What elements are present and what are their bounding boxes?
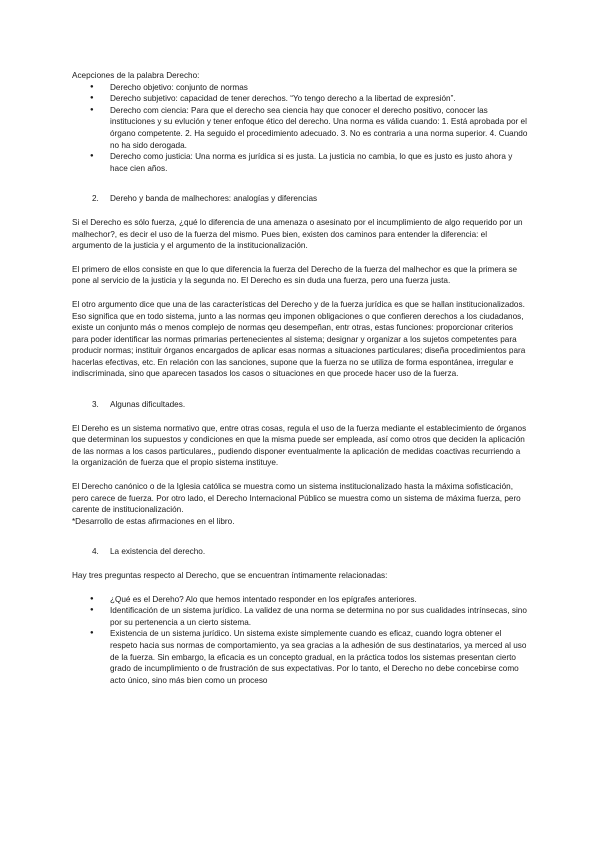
paragraph: El Derecho canónico o de la Iglesia católica se muestra como un sistema institucionalizado hasta la máxima sofisticación, pero carece de fuerza. Por otro lado, el Derecho Internacional Público se muestra como un sistema de máxima fuerza, pero carente de institucionalización. xyxy=(72,482,521,515)
section-number: 4. xyxy=(92,547,99,557)
section-heading xyxy=(72,193,528,205)
note: *Desarrollo de estas afirmaciones en el libro. xyxy=(72,516,235,526)
preguntas-list xyxy=(72,594,528,687)
section-heading xyxy=(72,546,528,558)
paragraph: El otro argumento dice que una de las características del Derecho y de la fuerza jurídica es que se hallan institucionalizados. Eso significa que en todo sistema, junto a las normas qeu imponen obligaciones o que confieren derechos a los ciudadanos, existe un conjunto más o menos complejo de normas qeu desempeñan, entr otras, estas funciones: proporcionar criterios para poder identificar las normas primarias pertenecientes al sistema; designar y organizar a los sujetos competentes para producir normas; instituir órganos encargados de aplicar esas normas a situaciones particulares; diseña procedimientos para hacerlas efectivas, etc. En relación con las sanciones, supone que la fuerza no se utiliza de forma espontánea, irregular e indiscriminada, sino que aparecen tasados los casos o situaciones en que procede hacer uso de la fuerza. xyxy=(72,299,526,379)
list-item: ● Derecho como justicia: Una norma es jurídica si es justa. La justicia no cambia, lo que es justo es justo ahora y hace cien años. xyxy=(72,151,528,174)
section-title: Algunas dificultades. xyxy=(110,400,186,410)
section-number: 2. xyxy=(92,194,99,204)
acepciones-title: Acepciones de la palabra Derecho: xyxy=(72,71,200,80)
section-heading xyxy=(72,399,528,411)
list-item: ● Derecho objetivo: conjunto de normas xyxy=(72,82,528,94)
section-title: La existencia del derecho. xyxy=(110,547,206,557)
list-item: ● Derecho subjetivo: capacidad de tener derechos. “Yo tengo derecho a la libertad de expresión”. xyxy=(72,93,528,105)
paragraph: El Dereho es un sistema normativo que, entre otras cosas, regula el uso de la fuerza mediante el establecimiento de órganos que determinan los supuestos y condiciones en que la misma puede ser empleada, así como otros que deciden la aplicación de las normas a los casos particulares,, pudiendo disponer eventualmente la aplicación de medidas coactivas recurriendo a la organización de fuerza que el propio sistema instituye. xyxy=(72,423,527,468)
list-item: ● Derecho com ciencia: Para que el derecho sea ciencia hay que conocer el derecho positivo, conocer las instituciones y su evlución y tener enfoque ético del derecho. Una norma es válida cuando: 1. Está aprobada por el órgano competente. 2. Ha seguido el procedimiento adecuado. 3. No es contraria a una norma superior. 4. Cuando no ha sido derogada. xyxy=(72,105,528,151)
paragraph: El primero de ellos consiste en que lo que diferencia la fuerza del Derecho de la fuerza del malhechor es que la primera se pone al servicio de la justicia y la segunda no. El Derecho es sin duda una fuerza, pero una fuerza justa. xyxy=(72,264,518,286)
document-page xyxy=(72,70,528,686)
acepciones-list xyxy=(72,82,528,175)
section-number: 3. xyxy=(92,400,99,410)
section-title: Dereho y banda de malhechores: analogías y diferencias xyxy=(110,194,318,204)
paragraph: Si el Derecho es sólo fuerza, ¿qué lo diferencia de una amenaza o asesinato por el incumplimiento de algo requerido por un malhechor?, es decir el uso de la fuerza del mismo. Pues bien, existen dos caminos para entender la diferencia: el argumento de la justicia y el argumento de la institucionalización. xyxy=(72,217,523,251)
list-item: ● Existencia de un sistema jurídico. Un sistema existe simplemente cuando es eficaz, cuando logra obtener el respeto hacia sus normas de comportamiento, ya sea gracias a la adhesión de sus destinatarios, ya merced al uso de la fuerza. Sin embargo, la eficacia es un concepto gradual, en la práctica todos los sistemas presentan cierto grado de incumplimiento o de frustración de sus expectativas. Por lo tanto, el Derecho no debe concebirse como acto único, sino más bien como un proceso xyxy=(72,628,528,686)
paragraph: Hay tres preguntas respecto al Derecho, que se encuentran íntimamente relacionadas: xyxy=(72,571,388,580)
list-item: ● Identificación de un sistema jurídico. La validez de una norma se determina no por sus cualidades intrínsecas, sino por su pertenencia a un cierto sistema. xyxy=(72,605,528,628)
list-item: ● ¿Qué es el Dereho? Alo que hemos intentado responder en los epígrafes anteriores. xyxy=(72,594,528,606)
